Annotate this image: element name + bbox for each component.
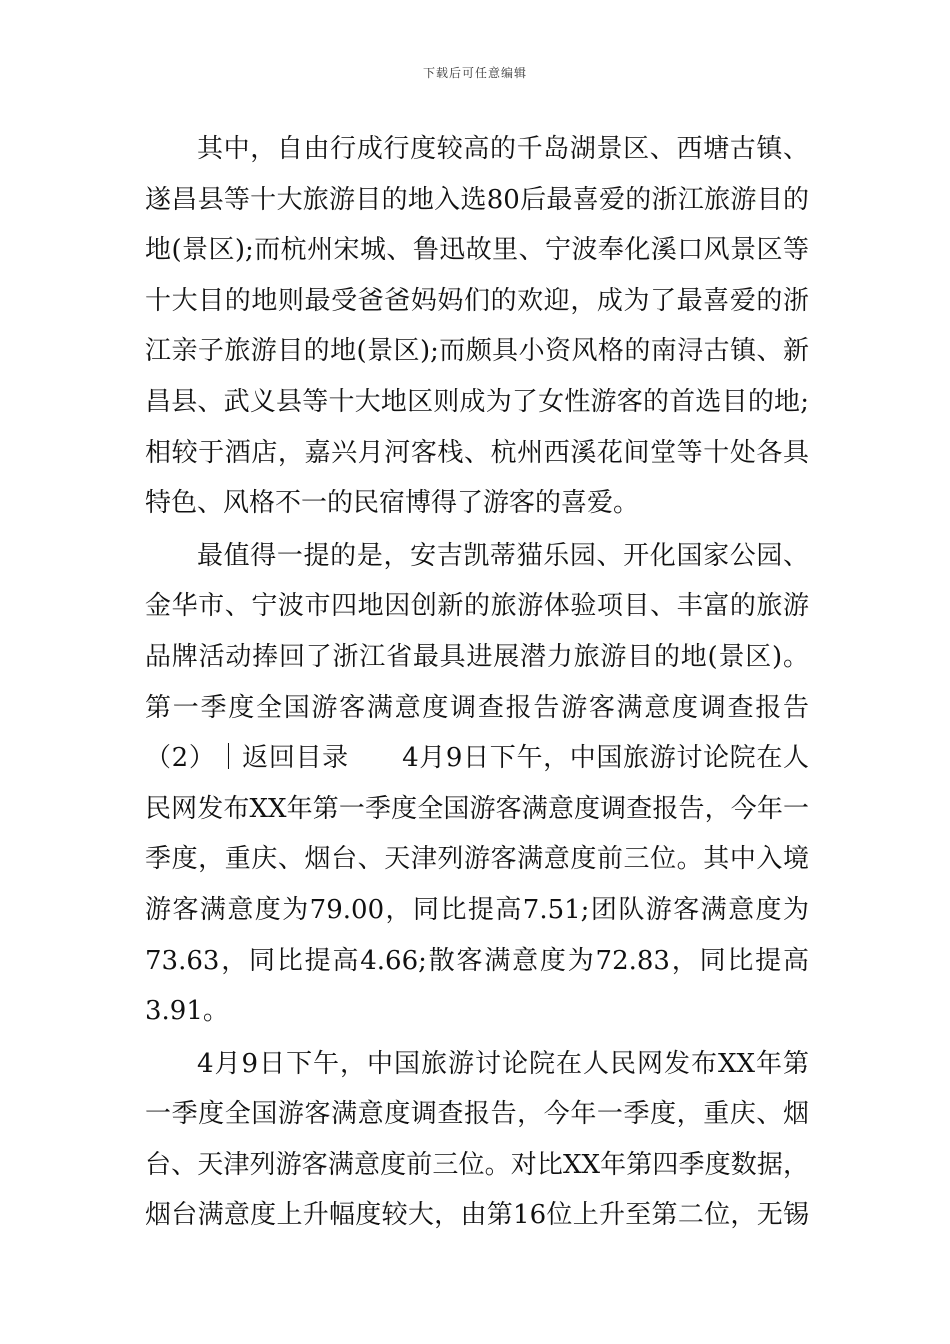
text-line: 游客满意度为79.00，同比提高7.51;团队游客满意度为 [145,894,809,925]
text-line: 最值得一提的是，安吉凯蒂猫乐园、开化国家公园、 [197,540,809,571]
text-line: 地(景区);而杭州宋城、鲁迅故里、宁波奉化溪口风景区等 [145,235,809,266]
text-line: （2）｜返回目录 4月9日下午，中国旅游讨论院在人 [145,743,809,774]
text-line: 特色、风格不一的民宿博得了游客的喜爱。 [145,488,640,519]
text-line: 第一季度全国游客满意度调查报告游客满意度调查报告 [145,692,809,723]
text-line: 十大目的地则最受爸爸妈妈们的欢迎，成为了最喜爱的浙 [145,285,809,316]
text-line: 季度，重庆、烟台、天津列游客满意度前三位。其中入境 [145,844,809,875]
text-line: 品牌活动捧回了浙江省最具进展潜力旅游目的地(景区)。 [145,641,809,672]
text-line: 其中，自由行成行度较高的千岛湖景区、西塘古镇、 [197,134,809,164]
text-line: 相较于酒店，嘉兴月河客栈、杭州西溪花间堂等十处各具 [145,437,809,468]
text-line: 金华市、宁波市四地因创新的旅游体验项目、丰富的旅游 [145,591,809,622]
text-line: 烟台满意度上升幅度较大，由第16位上升至第二位，无锡 [145,1200,809,1231]
text-line: 4月9日下午，中国旅游讨论院在人民网发布XX年第 [197,1048,809,1079]
text-line: 江亲子旅游目的地(景区);而颇具小资风格的南浔古镇、新 [145,336,809,367]
paragraph-1 [145,124,809,529]
text-line: 昌县、武义县等十大地区则成为了女性游客的首选目的地; [145,386,809,417]
text-line: 遂昌县等十大旅游目的地入选80后最喜爱的浙江旅游目的 [145,184,809,215]
text-line: 3.91。 [145,996,229,1027]
text-line: 73.63，同比提高4.66;散客满意度为72.83，同比提高 [145,945,809,976]
text-line: 民网发布XX年第一季度全国游客满意度调查报告，今年一 [145,793,809,824]
text-line: 台、天津列游客满意度前三位。对比XX年第四季度数据， [145,1149,809,1180]
text-line: 一季度全国游客满意度调查报告，今年一季度，重庆、烟 [145,1099,809,1130]
page-header: 下载后可任意编辑 [422,66,527,80]
paragraph-2 [145,531,809,1037]
document-body [145,124,809,1241]
paragraph-3 [145,1039,809,1241]
